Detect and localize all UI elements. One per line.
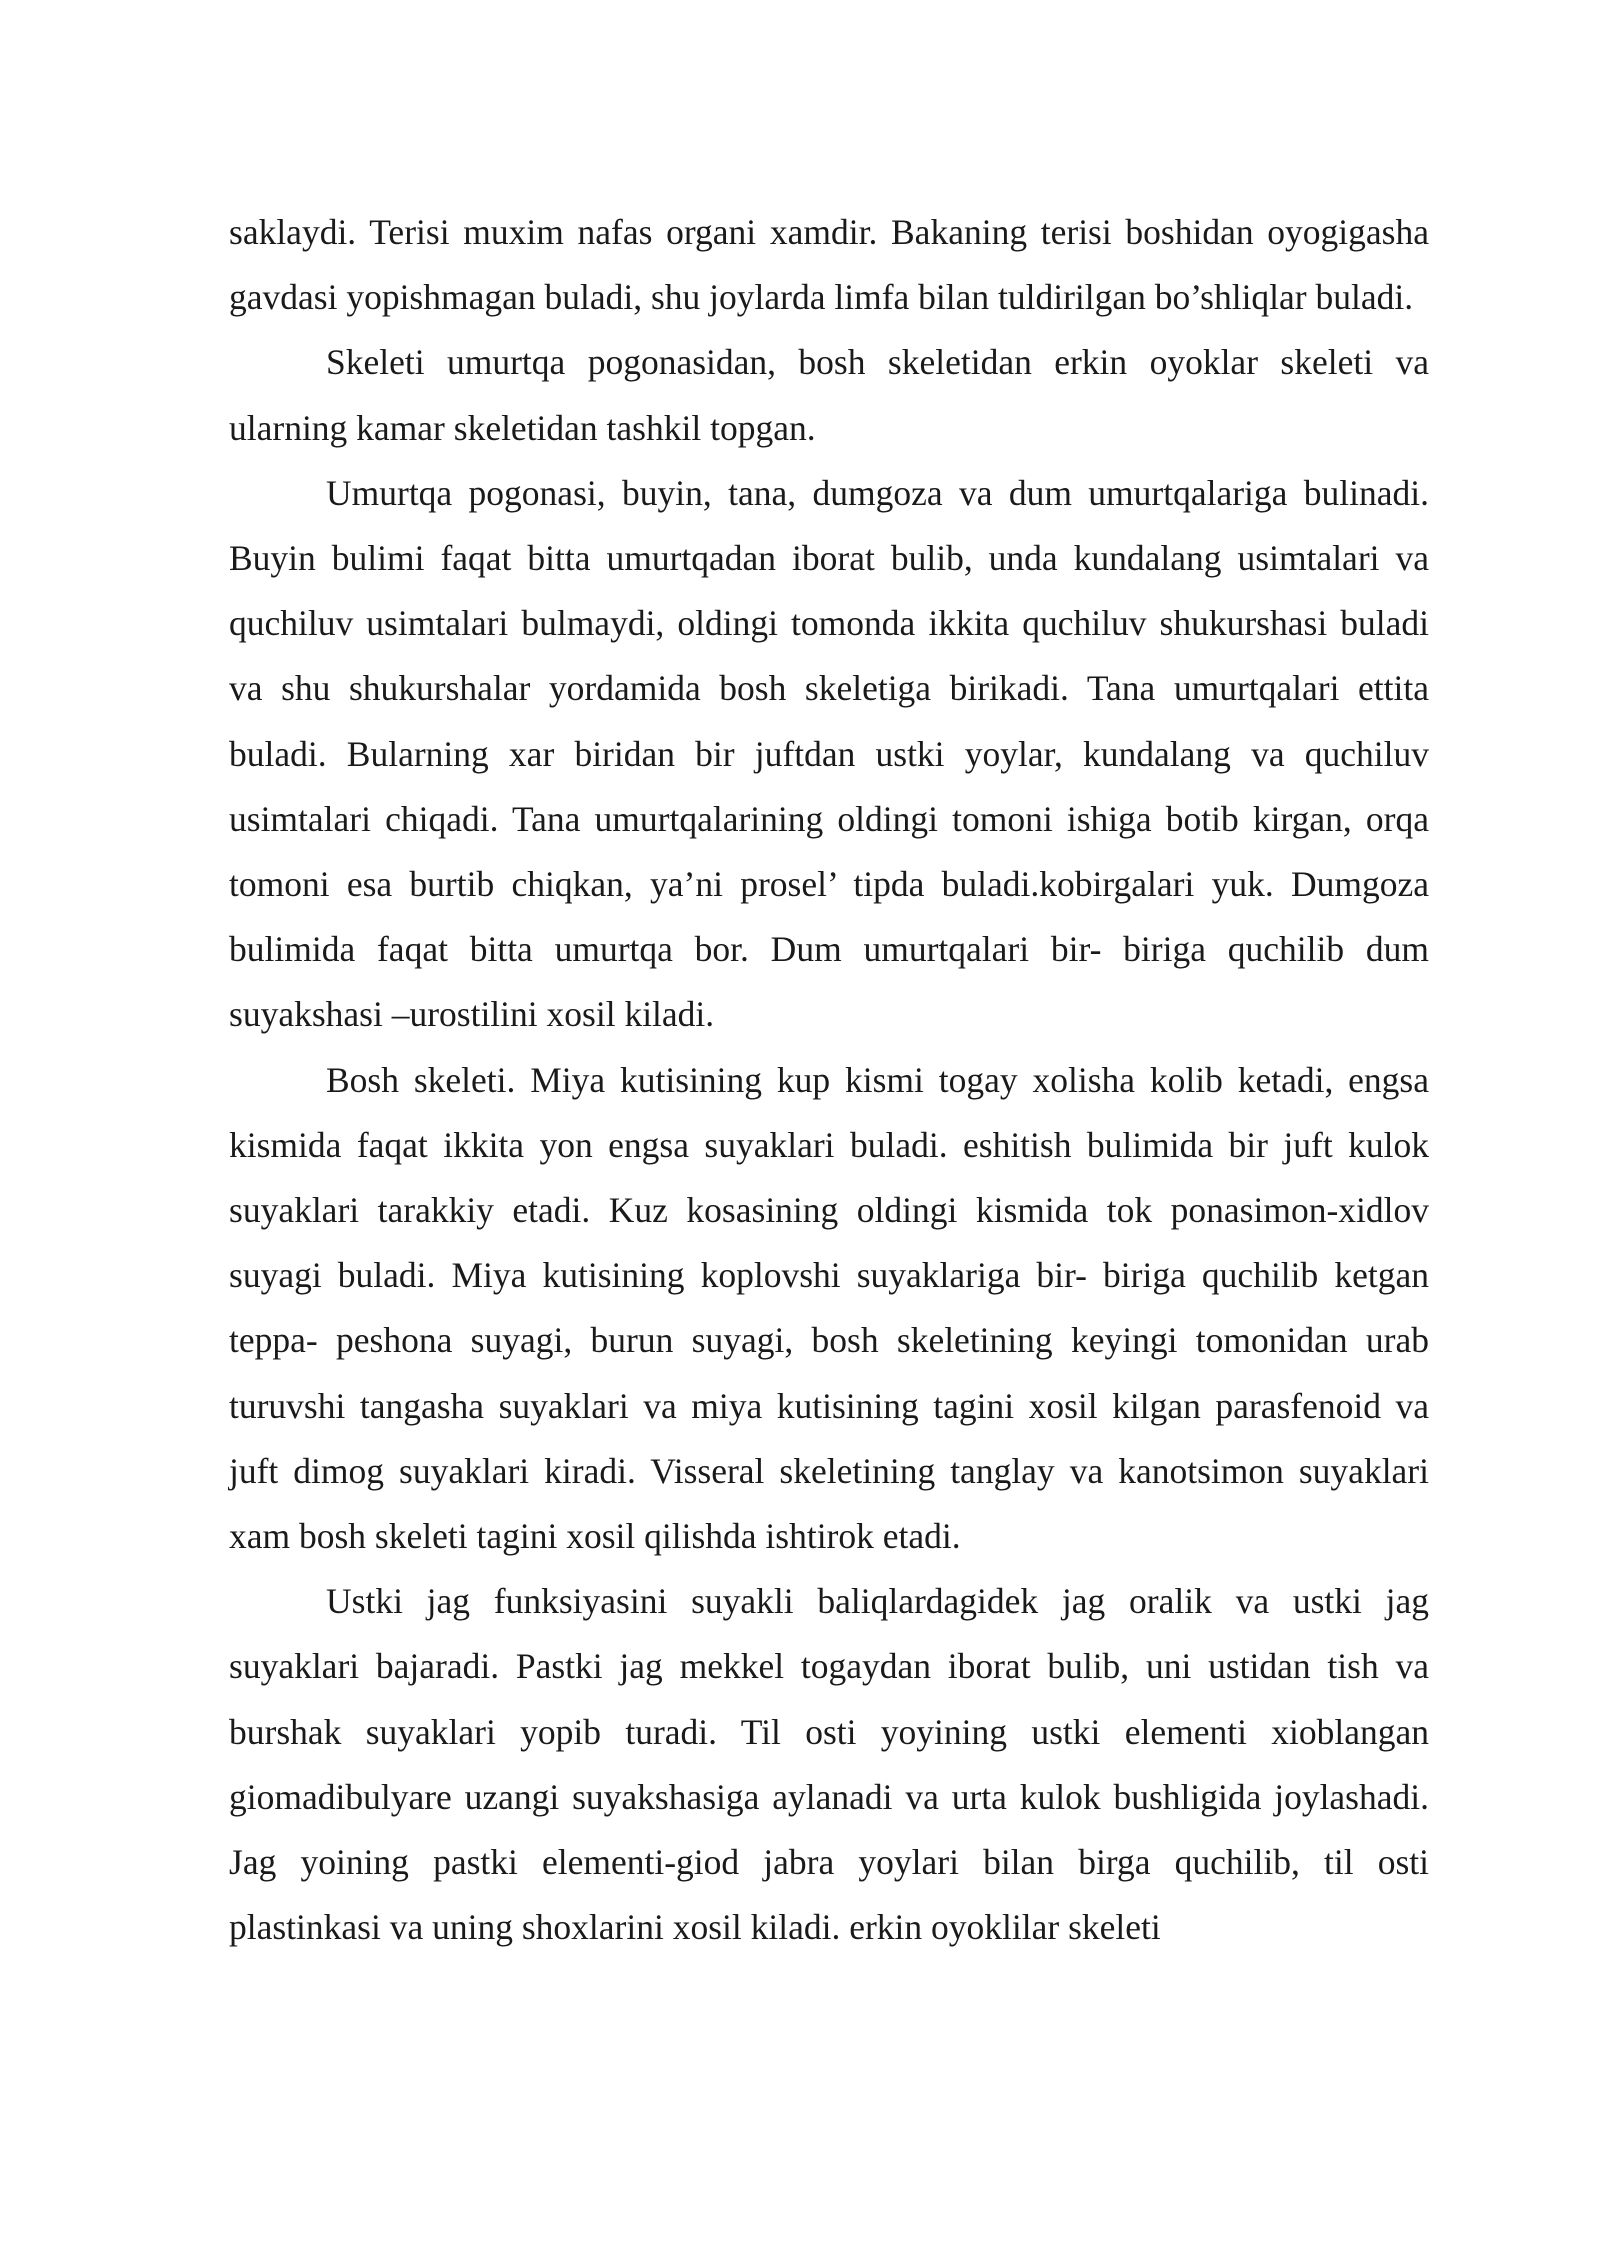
paragraph-3: Umurtqa pogonasi, buyin, tana, dumgoza va dum umurtqalariga bulinadi. Buyin bulimi faqat bitta umurtqadan iborat bulib, unda kundalang usimtalari va quchiluv usimtalari bulmaydi, oldingi tomonda ikkita quchiluv shukurshasi buladi va shu shukurshalar yordamida bosh skeletiga birikadi. Tana umurtqalari ettita buladi. Bularning xar biridan bir juftdan ustki yoylar, kundalang va quchiluv usimtalari chiqadi. Tana umurtqalarining oldingi tomoni ishiga botib kirgan, orqa tomoni esa burtib chiqkan, ya’ni prosel’ tipda buladi.kobirgalari yuk. Dumgoza bulimida faqat bitta umurtqa bor. Dum umurtqalari bir- biriga quchilib dum suyakshasi –urostilini xosil kiladi. bbox=[229, 472, 1429, 1035]
paragraph-5: Ustki jag funksiyasini suyakli baliqlardagidek jag oralik va ustki jag suyaklari bajaradi. Pastki jag mekkel togaydan iborat bulib, uni ustidan tish va burshak suyaklari yopib turadi. Til osti yoyining ustki elementi xioblangan giomadibulyare uzangi suyakshasiga aylanadi va urta kulok bushligida joylashadi. Jag yoining pastki elementi-giod jabra yoylari bilan birga quchilib, til osti plastinkasi va uning shoxlarini xosil kiladi. erkin oyoklilar skeleti bbox=[229, 1581, 1429, 1948]
document-body bbox=[229, 200, 1429, 1960]
paragraph-4: Bosh skeleti. Miya kutisining kup kismi togay xolisha kolib ketadi, engsa kismida faqat ikkita yon engsa suyaklari buladi. eshitish bulimida bir juft kulok suyaklari tarakkiy etadi. Kuz kosasining oldingi kismida tok ponasimon-xidlov suyagi buladi. Miya kutisining koplovshi suyaklariga bir- biriga quchilib ketgan teppa- peshona suyagi, burun suyagi, bosh skeletining keyingi tomonidan urab turuvshi tangasha suyaklari va miya kutisining tagini xosil kilgan parasfenoid va juft dimog suyaklari kiradi. Visseral skeletining tanglay va kanotsimon suyaklari xam bosh skeleti tagini xosil qilishda ishtirok etadi. bbox=[229, 1059, 1429, 1557]
paragraph-2: Skeleti umurtqa pogonasidan, bosh skeletidan erkin oyoklar skeleti va ularning kamar skeletidan tashkil topgan. bbox=[229, 342, 1429, 448]
paragraph-1: saklaydi. Terisi muxim nafas organi xamdir. Bakaning terisi boshidan oyogigasha gavdasi yopishmagan buladi, shu joylarda limfa bilan tuldirilgan bo’shliqlar buladi. bbox=[229, 212, 1429, 318]
